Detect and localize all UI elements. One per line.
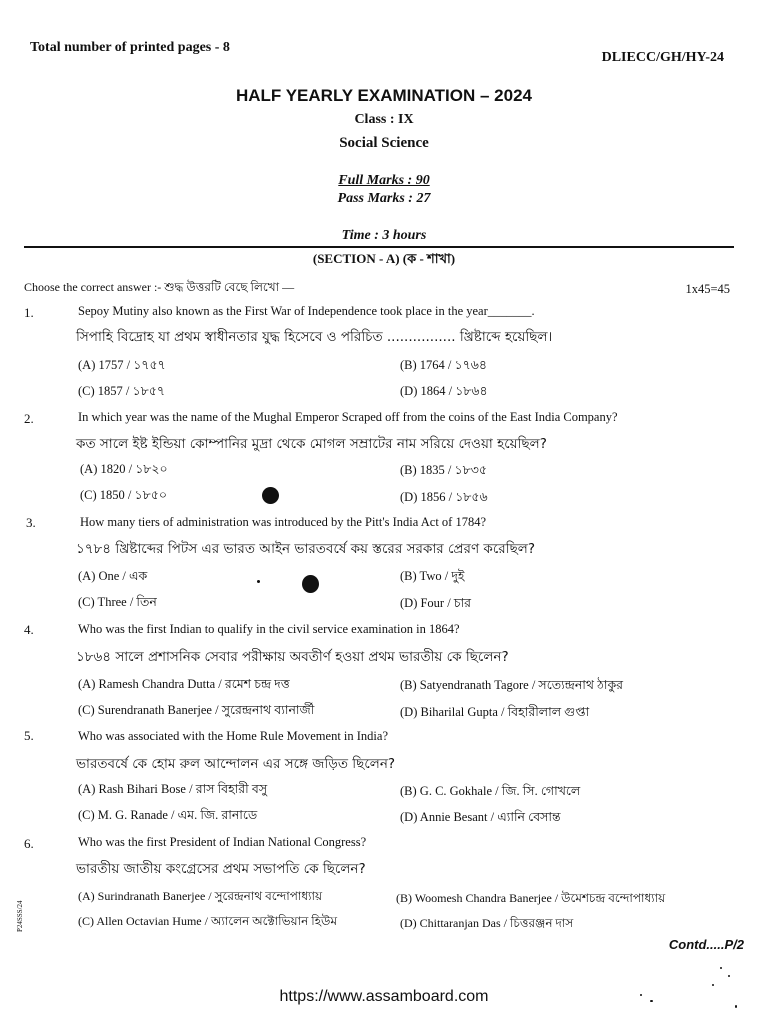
- option-c: (C) Surendranath Banerjee / সুরেন্দ্রনাথ ব্যানার্জী: [78, 703, 315, 717]
- question-text-bn: ১৮৬৪ সালে প্রশাসনিক সেবার পরীক্ষায় অবতীর্ণ হওয়া প্রথম ভারতীয় কে ছিলেন?: [76, 649, 509, 665]
- header-divider: [24, 246, 734, 248]
- option-b: (B) Satyendranath Tagore / সত্যেন্দ্রনাথ ঠাকুর: [400, 678, 624, 692]
- full-marks: Full Marks : 90: [338, 173, 430, 188]
- question-number: 4.: [24, 622, 34, 637]
- section-title: (SECTION - A) (ক - শাখা): [312, 251, 456, 266]
- option-a: (A) Ramesh Chandra Dutta / রমেশ চন্দ্র দত্ত: [78, 677, 290, 691]
- question-text-en: Who was the first President of Indian National Congress?: [78, 835, 367, 849]
- ink-speck: [735, 1005, 737, 1008]
- question-text-en: Who was associated with the Home Rule Movement in India?: [78, 729, 388, 743]
- continued-note: Contd.....P/2: [668, 937, 744, 952]
- option-b: (B) 1764 / ১৭৬৪: [400, 358, 487, 372]
- option-b: (B) Woomesh Chandra Banerjee / উমেশচন্দ্র বন্দোপাধ্যায়: [396, 891, 666, 905]
- class-label: Class : IX: [354, 112, 414, 127]
- total-pages-note: Total number of printed pages - 8: [30, 40, 230, 55]
- side-print-code: P24SSS/24: [16, 900, 24, 932]
- question-number: 5.: [24, 728, 34, 743]
- option-a: (A) Surindranath Banerjee / সুরেন্দ্রনাথ বন্দোপাধ্যায়: [78, 889, 323, 903]
- question-text-bn: ভারতীয় জাতীয় কংগ্রেসের প্রথম সভাপতি কে ছিলেন?: [76, 861, 366, 877]
- option-a: (A) 1820 / ১৮২০: [80, 462, 168, 476]
- ink-speck: [257, 580, 260, 583]
- option-c: (C) 1857 / ১৮৫৭: [78, 384, 165, 398]
- exam-title: HALF YEARLY EXAMINATION – 2024: [235, 86, 532, 105]
- option-a: (A) One / এক: [78, 569, 148, 583]
- question-text-bn: ভারতবর্ষে কে হোম রুল আন্দোলন এর সঙ্গে জড়িত ছিলেন?: [76, 756, 396, 772]
- option-c: (C) 1850 / ১৮৫০: [80, 488, 167, 502]
- ink-speck: [712, 984, 714, 986]
- ink-speck: [720, 967, 722, 969]
- website-watermark: https://www.assamboard.com: [279, 988, 489, 1005]
- section-instruction: Choose the correct answer :- শুদ্ধ উত্তরটি বেছে লিখো —: [24, 280, 295, 294]
- question-text-bn: সিপাহি বিদ্রোহ যা প্রথম স্বাধীনতার যুদ্ধ হিসেবে ও পরিচিত ................ খ্রিষ্টাব্দে হয়েছিল।: [76, 329, 553, 345]
- question-text-en: How many tiers of administration was introduced by the Pitt's India Act of 1784?: [80, 515, 486, 529]
- option-c: (C) Allen Octavian Hume / অ্যালেন অক্টোভিয়ান হিউম: [78, 914, 338, 928]
- option-d: (D) Four / চার: [400, 596, 472, 610]
- ink-blot: [302, 575, 319, 593]
- question-number: 1.: [24, 305, 34, 320]
- question-text-en: Sepoy Mutiny also known as the First War of Independence took place in the year_______.: [78, 304, 535, 318]
- exam-time: Time : 3 hours: [341, 228, 427, 243]
- question-text-bn: কত সালে ইষ্ট ইন্ডিয়া কোম্পানির মুদ্রা থেকে মোগল সম্রাটের নাম সরিয়ে দেওয়া হয়েছিল?: [76, 436, 547, 452]
- option-d: (D) Biharilal Gupta / বিহারীলাল গুপ্তা: [400, 705, 590, 719]
- option-d: (D) 1864 / ১৮৬৪: [400, 384, 488, 398]
- ink-speck: [640, 994, 642, 996]
- question-number: 6.: [24, 836, 34, 851]
- option-d: (D) 1856 / ১৮৫৬: [400, 490, 488, 504]
- subject-title: Social Science: [339, 135, 429, 151]
- question-text-en: Who was the first Indian to qualify in the civil service examination in 1864?: [78, 622, 460, 636]
- ink-speck: [728, 975, 730, 977]
- option-b: (B) Two / দুই: [400, 569, 465, 583]
- pass-marks: Pass Marks : 27: [337, 191, 431, 206]
- option-d: (D) Annie Besant / এ্যানি বেসান্ত: [400, 810, 561, 824]
- question-number: 2.: [24, 411, 34, 426]
- question-text-en: In which year was the name of the Mughal Emperor Scraped off from the coins of the East India Company?: [78, 410, 618, 424]
- option-c: (C) M. G. Ranade / এম. জি. রানাডে: [78, 808, 258, 822]
- ink-blot: [262, 487, 279, 504]
- option-a: (A) 1757 / ১৭৫৭: [78, 358, 166, 372]
- ink-speck: [650, 1000, 653, 1002]
- option-c: (C) Three / তিন: [78, 595, 157, 609]
- question-number: 3.: [26, 515, 36, 530]
- section-marks: 1x45=45: [685, 282, 730, 296]
- option-b: (B) G. C. Gokhale / জি. সি. গোখলে: [400, 784, 581, 798]
- option-a: (A) Rash Bihari Bose / রাস বিহারী বসু: [78, 782, 268, 796]
- paper-code: DLIECC/GH/HY-24: [601, 50, 724, 65]
- option-b: (B) 1835 / ১৮৩৫: [400, 463, 487, 477]
- option-d: (D) Chittaranjan Das / চিত্তরঞ্জন দাস: [400, 916, 574, 930]
- question-text-bn: ১৭৮৪ খ্রিষ্টাব্দের পিটস এর ভারত আইন ভারতবর্ষে কয় স্তরের সরকার প্রেরণ করেছিল?: [76, 541, 535, 557]
